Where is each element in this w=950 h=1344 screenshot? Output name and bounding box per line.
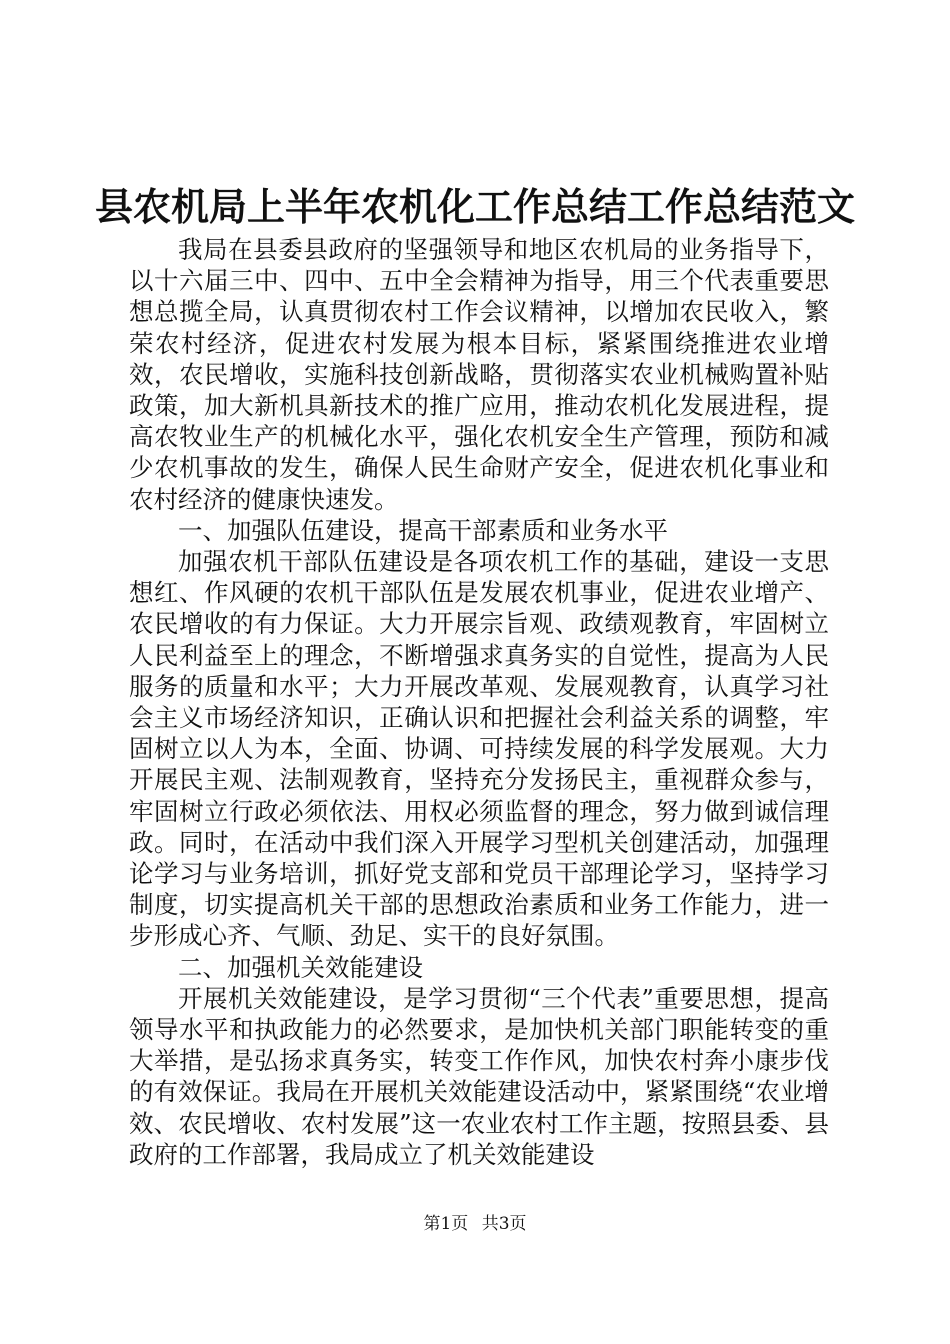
paragraph-section-1: 加强农机干部队伍建设是各项农机工作的基础，建设一支思想红、作风硬的农机干部队伍是发展农机事业，促进农业增产、农民增收的有力保证。大力开展宗旨观、政绩观教育，牢固树立人民利益至上的理念，不断增强求真务实的自觉性，提高为人民服务的质量和水平；大力开展改革观、发展观教育，认真学习社会主义市场经济知识，正确认识和把握社会利益关系的调整，牢固树立以人为本，全面、协调、可持续发展的科学发展观。大力开展民主观、法制观教育，坚持充分发扬民主，重视群众参与，牢固树立行政必须依法、用权必须监督的理念，努力做到诚信理政。同时，在活动中我们深入开展学习型机关创建活动，加强理论学习与业务培训，抓好党支部和党员干部理论学习，坚持学习制度，切实提高机关干部的思想政治素质和业务工作能力，进一步形成心齐、气顺、劲足、实干的良好氛围。: [129, 547, 829, 951]
document-title: 县农机局上半年农机化工作总结工作总结范文: [94, 184, 855, 229]
paragraph-section-2: 开展机关效能建设，是学习贯彻“三个代表”重要思想，提高领导水平和执政能力的必然要求，是加快机关部门职能转变的重大举措，是弘扬求真务实，转变工作作风，加快农村奔小康步伐的有效保证。我局在开展机关效能建设活动中，紧紧围绕“农业增效、农民增收、农村发展”这一农业农村工作主题，按照县委、县政府的工作部署，我局成立了机关效能建设: [129, 983, 829, 1169]
document-body: [129, 234, 829, 1170]
section-heading-1: 一、加强队伍建设，提高干部素质和业务水平: [178, 515, 668, 545]
paragraph-intro: 我局在县委县政府的坚强领导和地区农机局的业务指导下，以十六届三中、四中、五中全会精神为指导，用三个代表重要思想总揽全局，认真贯彻农村工作会议精神，以增加农民收入，繁荣农村经济，促进农村发展为根本目标，紧紧围绕推进农业增效，农民增收，实施科技创新战略，贯彻落实农业机械购置补贴政策，加大新机具新技术的推广应用，推动农机化发展进程，提高农牧业生产的机械化水平，强化农机安全生产管理，预防和减少农机事故的发生，确保人民生命财产安全，促进农机化事业和农村经济的健康快速发。: [129, 235, 829, 514]
page-number: 第1页: [423, 1214, 469, 1234]
page-total: 共3页: [481, 1214, 527, 1234]
section-heading-2: 二、加强机关效能建设: [178, 952, 423, 982]
page-footer: [0, 1212, 950, 1236]
